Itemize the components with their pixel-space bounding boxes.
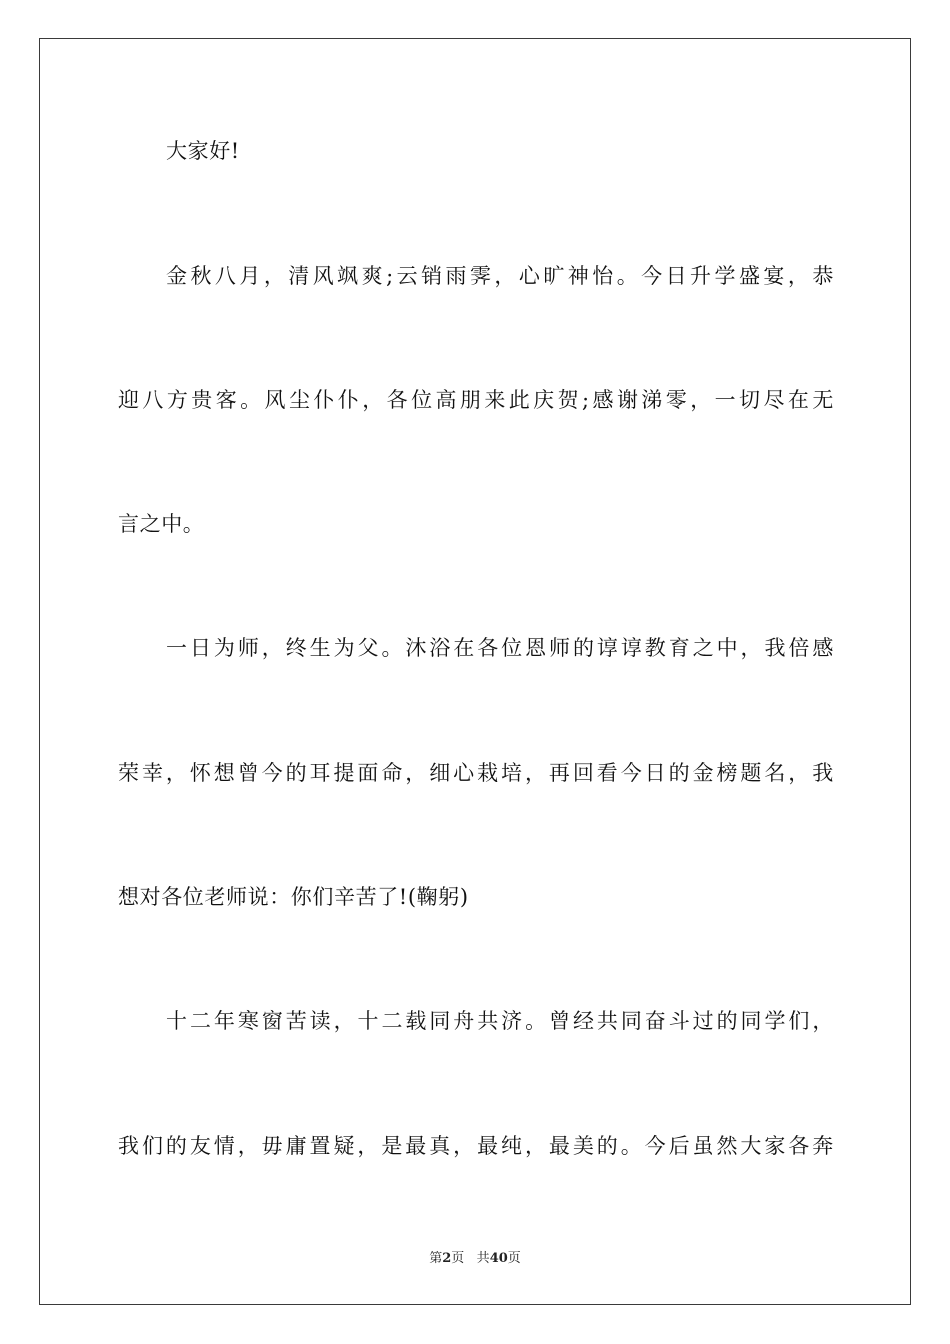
char: 命 xyxy=(381,761,403,785)
char: ; xyxy=(386,264,394,288)
char: 。 xyxy=(616,264,639,288)
char: 共 xyxy=(477,1009,499,1033)
char: 金 xyxy=(692,761,715,785)
paragraph-1-line-3: 言之中。 xyxy=(118,512,205,536)
char: ， xyxy=(405,761,427,785)
char: 舟 xyxy=(453,1009,475,1033)
char: 奋 xyxy=(644,1009,667,1033)
char: 今 xyxy=(641,264,663,288)
char: 清 xyxy=(288,264,310,288)
char: 谢 xyxy=(616,388,639,412)
char: ， xyxy=(787,264,810,288)
char: 今 xyxy=(261,761,284,785)
char: 的 xyxy=(716,1009,739,1033)
char: 各 xyxy=(386,388,409,412)
char: 尘 xyxy=(288,388,311,412)
char: 十 xyxy=(357,1009,380,1033)
char: 升 xyxy=(690,264,712,288)
char: ， xyxy=(524,761,547,785)
char: 位 xyxy=(501,636,523,660)
char: 月 xyxy=(239,264,261,288)
char: 是 xyxy=(381,1134,403,1158)
char: 宴 xyxy=(763,264,786,288)
char: 最 xyxy=(477,1134,499,1158)
char: 情 xyxy=(213,1134,236,1158)
paragraph-2-line-2 xyxy=(118,758,834,788)
char: 各 xyxy=(477,636,499,660)
char: 中 xyxy=(716,636,739,660)
char: 仆 xyxy=(337,388,360,412)
char: 最 xyxy=(405,1134,427,1158)
char: ， xyxy=(165,761,188,785)
char: 然 xyxy=(716,1134,739,1158)
char: 学 xyxy=(764,1009,787,1033)
char: ， xyxy=(237,1134,260,1158)
char: 盛 xyxy=(738,264,761,288)
char: 同 xyxy=(429,1009,451,1033)
char: 二 xyxy=(381,1009,404,1033)
char: 尽 xyxy=(763,388,786,412)
char: 朋 xyxy=(459,388,482,412)
char: 八 xyxy=(214,264,237,288)
char: 谆 xyxy=(596,636,619,660)
char: 家 xyxy=(764,1134,786,1158)
char: ; xyxy=(582,388,590,412)
char: 载 xyxy=(405,1009,427,1033)
char: 榜 xyxy=(716,761,739,785)
char: 的 xyxy=(165,1134,188,1158)
char: 位 xyxy=(411,388,433,412)
char: 之 xyxy=(692,636,715,660)
char: 友 xyxy=(189,1134,212,1158)
char: 心 xyxy=(518,264,541,288)
char: 荣 xyxy=(118,761,140,785)
char: 八 xyxy=(142,388,165,412)
char: 的 xyxy=(596,1134,619,1158)
char: 育 xyxy=(668,636,691,660)
char: 在 xyxy=(787,388,810,412)
char: 云 xyxy=(396,264,419,288)
char: 切 xyxy=(739,388,761,412)
paragraph-3-line-2 xyxy=(118,1131,834,1161)
char: 怡 xyxy=(592,264,614,288)
char: 名 xyxy=(764,761,786,785)
greeting-line: 大家好! xyxy=(166,139,240,163)
char: ， xyxy=(524,1134,547,1158)
char: 我 xyxy=(118,1134,140,1158)
char: 仆 xyxy=(313,388,335,412)
char: 无 xyxy=(812,388,834,412)
total-pages: 40 xyxy=(489,1251,508,1266)
char: 日 xyxy=(644,761,667,785)
char: ， xyxy=(812,1009,834,1033)
char: 霁 xyxy=(469,264,492,288)
char: 师 xyxy=(549,636,571,660)
char: 客 xyxy=(215,388,238,412)
char: 同 xyxy=(620,1009,643,1033)
char: 销 xyxy=(421,264,443,288)
char: 此 xyxy=(508,388,531,412)
char: 同 xyxy=(740,1009,763,1033)
char: 倍 xyxy=(788,636,810,660)
page-border xyxy=(39,38,911,1305)
char: 沐 xyxy=(405,636,427,660)
char: ， xyxy=(362,388,384,412)
char: 教 xyxy=(644,636,667,660)
char: 涕 xyxy=(641,388,663,412)
char: 曾 xyxy=(549,1009,571,1033)
char: 雨 xyxy=(445,264,468,288)
char: 金 xyxy=(166,264,188,288)
char: 方 xyxy=(166,388,189,412)
char: 感 xyxy=(812,636,834,660)
char: 曾 xyxy=(237,761,260,785)
char: 看 xyxy=(596,761,619,785)
char: 培 xyxy=(501,761,523,785)
char: 美 xyxy=(572,1134,595,1158)
paragraph-1-line-1 xyxy=(166,261,834,291)
char: 神 xyxy=(567,264,590,288)
char: 贵 xyxy=(191,388,213,412)
char: 再 xyxy=(548,761,571,785)
char: ， xyxy=(453,1134,475,1158)
char: 浴 xyxy=(429,636,451,660)
char: 读 xyxy=(309,1009,332,1033)
char: 高 xyxy=(435,388,458,412)
char: 感 xyxy=(592,388,615,412)
char: ， xyxy=(788,761,810,785)
char: 迎 xyxy=(118,388,140,412)
char: 回 xyxy=(572,761,595,785)
char: 风 xyxy=(312,264,335,288)
page-prefix: 第 xyxy=(429,1251,443,1266)
char: ， xyxy=(740,636,763,660)
char: 耳 xyxy=(309,761,332,785)
char: 共 xyxy=(596,1009,619,1033)
char: 最 xyxy=(548,1134,571,1158)
paragraph-3-line-1 xyxy=(166,1006,834,1036)
char: 苦 xyxy=(285,1009,308,1033)
char: 奔 xyxy=(812,1134,834,1158)
char: 毋 xyxy=(261,1134,284,1158)
char: 贺 xyxy=(557,388,580,412)
char: 十 xyxy=(166,1009,188,1033)
char: 大 xyxy=(740,1134,762,1158)
char: 虽 xyxy=(692,1134,715,1158)
paragraph-2-line-3: 想对各位老师说：你们辛苦了!(鞠躬) xyxy=(118,885,469,909)
char: 一 xyxy=(166,636,188,660)
char: 为 xyxy=(213,636,236,660)
char: ， xyxy=(690,388,712,412)
char: 学 xyxy=(714,264,737,288)
char: 恭 xyxy=(812,264,834,288)
char: 后 xyxy=(668,1134,691,1158)
char: 我 xyxy=(812,761,834,785)
page-footer xyxy=(0,1247,950,1266)
char: 的 xyxy=(285,761,308,785)
char: 今 xyxy=(620,761,643,785)
char: 。 xyxy=(381,636,404,660)
char: 们 xyxy=(788,1009,810,1033)
char: 纯 xyxy=(501,1134,523,1158)
char: 的 xyxy=(572,636,595,660)
page-suffix: 页 xyxy=(451,1251,465,1266)
char: 庸 xyxy=(285,1134,308,1158)
char: 。 xyxy=(620,1134,643,1158)
char: 父 xyxy=(357,636,380,660)
char: 今 xyxy=(644,1134,667,1158)
char: 在 xyxy=(453,636,475,660)
char: 生 xyxy=(309,636,332,660)
char: 栽 xyxy=(477,761,499,785)
char: 年 xyxy=(213,1009,236,1033)
char: 寒 xyxy=(237,1009,260,1033)
char: 庆 xyxy=(533,388,555,412)
char: 秋 xyxy=(190,264,213,288)
char: 风 xyxy=(264,388,287,412)
char: 怀 xyxy=(189,761,212,785)
char: ， xyxy=(263,264,286,288)
char: 我 xyxy=(764,636,787,660)
char: 幸 xyxy=(141,761,164,785)
char: ， xyxy=(261,636,284,660)
char: 提 xyxy=(333,761,356,785)
char: 谆 xyxy=(620,636,643,660)
char: 细 xyxy=(429,761,451,785)
char: 飒 xyxy=(337,264,359,288)
char: 面 xyxy=(357,761,379,785)
char: 济 xyxy=(501,1009,523,1033)
char: 旷 xyxy=(543,264,565,288)
char: 心 xyxy=(453,761,475,785)
char: 。 xyxy=(525,1009,547,1033)
char: 想 xyxy=(213,761,236,785)
char: 零 xyxy=(665,388,688,412)
char: 。 xyxy=(240,388,262,412)
char: 师 xyxy=(237,636,260,660)
char: 各 xyxy=(788,1134,810,1158)
char: 爽 xyxy=(361,264,384,288)
char: ， xyxy=(494,264,517,288)
char: 为 xyxy=(333,636,356,660)
char: 真 xyxy=(429,1134,451,1158)
char: 一 xyxy=(714,388,737,412)
char: ， xyxy=(357,1134,379,1158)
char: 恩 xyxy=(525,636,547,660)
char: 日 xyxy=(189,636,212,660)
char: 二 xyxy=(189,1009,212,1033)
char: 过 xyxy=(692,1009,715,1033)
char: 窗 xyxy=(261,1009,284,1033)
char: ， xyxy=(333,1009,356,1033)
paragraph-1-line-2 xyxy=(118,385,834,415)
char: 日 xyxy=(665,264,688,288)
char: 的 xyxy=(668,761,691,785)
paragraph-2-line-1 xyxy=(166,633,834,663)
char: 题 xyxy=(740,761,762,785)
char: 经 xyxy=(572,1009,595,1033)
char: 来 xyxy=(484,388,506,412)
char: 斗 xyxy=(668,1009,691,1033)
total-prefix: 共 xyxy=(476,1251,490,1266)
char: 终 xyxy=(285,636,308,660)
char: 们 xyxy=(141,1134,164,1158)
page-number: 2 xyxy=(442,1251,452,1266)
char: 置 xyxy=(309,1134,332,1158)
char: 疑 xyxy=(333,1134,356,1158)
total-suffix: 页 xyxy=(507,1251,521,1266)
